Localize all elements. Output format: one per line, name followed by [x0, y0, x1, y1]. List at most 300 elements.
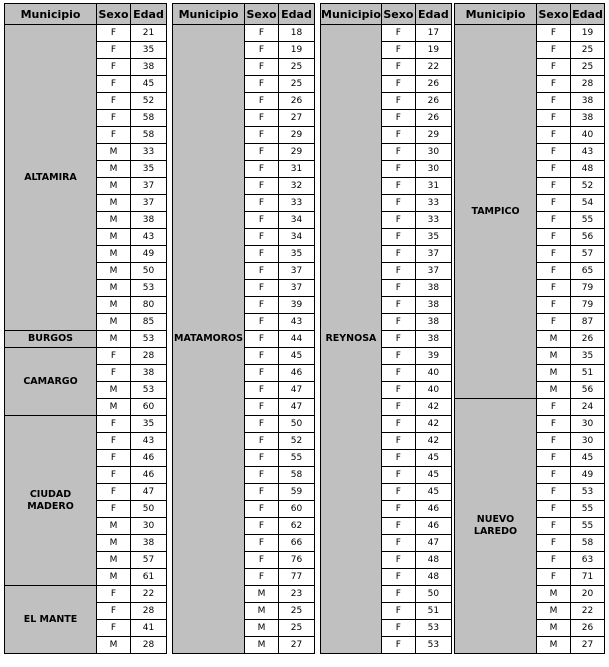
table-row: [173, 25, 315, 42]
edad-cell: 53: [131, 382, 167, 399]
header-row: [321, 4, 452, 25]
municipio-cell: CAMARGO: [5, 348, 97, 416]
sexo-cell: M: [97, 195, 131, 212]
sexo-cell: F: [381, 399, 415, 416]
edad-cell: 46: [279, 365, 315, 382]
sexo-cell: F: [245, 127, 279, 144]
edad-cell: 49: [571, 467, 605, 484]
edad-cell: 43: [131, 229, 167, 246]
municipio-cell: EL MANTE: [5, 586, 97, 654]
sexo-cell: F: [245, 25, 279, 42]
edad-cell: 25: [279, 620, 315, 637]
header-edad: Edad: [415, 4, 451, 25]
edad-cell: 35: [415, 229, 451, 246]
sexo-cell: F: [97, 416, 131, 433]
sexo-cell: M: [97, 161, 131, 178]
edad-cell: 38: [415, 280, 451, 297]
edad-cell: 26: [571, 620, 605, 637]
sexo-cell: F: [245, 416, 279, 433]
edad-cell: 58: [571, 535, 605, 552]
sexo-cell: F: [97, 59, 131, 76]
edad-cell: 26: [279, 93, 315, 110]
edad-cell: 41: [131, 620, 167, 637]
edad-cell: 22: [131, 586, 167, 603]
header-edad: Edad: [279, 4, 315, 25]
edad-cell: 28: [571, 76, 605, 93]
table-4: [454, 3, 605, 654]
edad-cell: 20: [571, 586, 605, 603]
sexo-cell: M: [97, 144, 131, 161]
edad-cell: 23: [279, 586, 315, 603]
edad-cell: 30: [571, 433, 605, 450]
edad-cell: 55: [279, 450, 315, 467]
edad-cell: 34: [279, 229, 315, 246]
edad-cell: 38: [131, 535, 167, 552]
sexo-cell: F: [245, 280, 279, 297]
edad-cell: 38: [571, 93, 605, 110]
edad-cell: 29: [279, 144, 315, 161]
edad-cell: 42: [415, 433, 451, 450]
edad-cell: 38: [131, 59, 167, 76]
edad-cell: 46: [415, 518, 451, 535]
edad-cell: 38: [571, 110, 605, 127]
header-sexo: Sexo: [97, 4, 131, 25]
edad-cell: 55: [571, 518, 605, 535]
edad-cell: 24: [571, 399, 605, 416]
sexo-cell: F: [245, 433, 279, 450]
sexo-cell: F: [537, 246, 571, 263]
sexo-cell: F: [537, 450, 571, 467]
municipio-cell: MATAMOROS: [173, 25, 245, 654]
edad-cell: 37: [279, 280, 315, 297]
sexo-cell: F: [245, 348, 279, 365]
sexo-cell: F: [537, 127, 571, 144]
sexo-cell: M: [97, 297, 131, 314]
sexo-cell: F: [245, 110, 279, 127]
sexo-cell: F: [381, 501, 415, 518]
sexo-cell: F: [97, 93, 131, 110]
header-municipio: Municipio: [5, 4, 97, 25]
sexo-cell: F: [381, 603, 415, 620]
sexo-cell: F: [537, 42, 571, 59]
edad-cell: 45: [415, 484, 451, 501]
edad-cell: 37: [415, 263, 451, 280]
sexo-cell: F: [245, 178, 279, 195]
edad-cell: 52: [131, 93, 167, 110]
header-sexo: Sexo: [381, 4, 415, 25]
edad-cell: 47: [415, 535, 451, 552]
sexo-cell: M: [537, 620, 571, 637]
sexo-cell: F: [97, 433, 131, 450]
edad-cell: 57: [131, 552, 167, 569]
sexo-cell: F: [245, 42, 279, 59]
sexo-cell: M: [537, 603, 571, 620]
edad-cell: 59: [279, 484, 315, 501]
edad-cell: 33: [279, 195, 315, 212]
sexo-cell: F: [381, 552, 415, 569]
sexo-cell: F: [381, 484, 415, 501]
sexo-cell: F: [537, 212, 571, 229]
edad-cell: 53: [131, 331, 167, 348]
municipio-cell: NUEVO LAREDO: [455, 399, 537, 654]
sexo-cell: F: [245, 501, 279, 518]
sexo-cell: F: [245, 382, 279, 399]
edad-cell: 85: [131, 314, 167, 331]
sexo-cell: M: [245, 586, 279, 603]
sexo-cell: F: [381, 263, 415, 280]
sexo-cell: M: [537, 382, 571, 399]
sexo-cell: F: [537, 433, 571, 450]
sexo-cell: F: [537, 484, 571, 501]
edad-cell: 79: [571, 297, 605, 314]
sexo-cell: F: [537, 161, 571, 178]
sexo-cell: F: [381, 280, 415, 297]
edad-cell: 56: [571, 229, 605, 246]
sexo-cell: F: [245, 229, 279, 246]
sexo-cell: M: [97, 212, 131, 229]
sexo-cell: F: [381, 433, 415, 450]
edad-cell: 43: [571, 144, 605, 161]
header-municipio: Municipio: [321, 4, 382, 25]
sexo-cell: F: [381, 416, 415, 433]
sexo-cell: F: [381, 246, 415, 263]
edad-cell: 40: [571, 127, 605, 144]
sexo-cell: F: [537, 25, 571, 42]
sexo-cell: F: [381, 110, 415, 127]
edad-cell: 28: [131, 603, 167, 620]
sexo-cell: F: [537, 144, 571, 161]
edad-cell: 55: [571, 501, 605, 518]
edad-cell: 58: [131, 110, 167, 127]
sexo-cell: F: [245, 195, 279, 212]
sexo-cell: F: [537, 93, 571, 110]
edad-cell: 53: [415, 637, 451, 654]
sexo-cell: F: [97, 501, 131, 518]
sexo-cell: F: [537, 263, 571, 280]
sexo-cell: F: [381, 144, 415, 161]
sexo-cell: F: [97, 348, 131, 365]
sexo-cell: F: [245, 212, 279, 229]
sexo-cell: F: [537, 569, 571, 586]
sexo-cell: F: [245, 552, 279, 569]
sexo-cell: F: [97, 76, 131, 93]
sexo-cell: F: [245, 263, 279, 280]
edad-cell: 58: [131, 127, 167, 144]
header-row: [5, 4, 167, 25]
edad-cell: 19: [279, 42, 315, 59]
edad-cell: 48: [571, 161, 605, 178]
edad-cell: 50: [415, 586, 451, 603]
sexo-cell: F: [537, 297, 571, 314]
edad-cell: 27: [279, 110, 315, 127]
edad-cell: 35: [571, 348, 605, 365]
edad-cell: 53: [131, 280, 167, 297]
edad-cell: 19: [415, 42, 451, 59]
sexo-cell: F: [381, 450, 415, 467]
sexo-cell: F: [97, 586, 131, 603]
sexo-cell: F: [245, 399, 279, 416]
sexo-cell: F: [97, 620, 131, 637]
edad-cell: 37: [279, 263, 315, 280]
header-municipio: Municipio: [173, 4, 245, 25]
table-3: [320, 3, 452, 654]
edad-cell: 21: [131, 25, 167, 42]
edad-cell: 56: [571, 382, 605, 399]
edad-cell: 45: [131, 76, 167, 93]
edad-cell: 30: [131, 518, 167, 535]
edad-cell: 43: [279, 314, 315, 331]
table-row: [455, 25, 605, 42]
sexo-cell: F: [381, 229, 415, 246]
edad-cell: 26: [571, 331, 605, 348]
sexo-cell: F: [381, 620, 415, 637]
edad-cell: 48: [415, 552, 451, 569]
edad-cell: 38: [415, 314, 451, 331]
sexo-cell: M: [537, 586, 571, 603]
sexo-cell: F: [245, 518, 279, 535]
sexo-cell: F: [97, 42, 131, 59]
sexo-cell: F: [537, 535, 571, 552]
edad-cell: 50: [131, 263, 167, 280]
edad-cell: 47: [131, 484, 167, 501]
sexo-cell: F: [381, 637, 415, 654]
edad-cell: 22: [415, 59, 451, 76]
sexo-cell: M: [97, 246, 131, 263]
sexo-cell: F: [245, 246, 279, 263]
table-2: [172, 3, 315, 654]
edad-cell: 25: [279, 76, 315, 93]
sexo-cell: F: [381, 586, 415, 603]
header-row: [173, 4, 315, 25]
sexo-cell: M: [537, 331, 571, 348]
sexo-cell: F: [537, 399, 571, 416]
edad-cell: 79: [571, 280, 605, 297]
sexo-cell: M: [97, 263, 131, 280]
edad-cell: 52: [571, 178, 605, 195]
sexo-cell: F: [97, 25, 131, 42]
sexo-cell: F: [537, 59, 571, 76]
edad-cell: 55: [571, 212, 605, 229]
sexo-cell: F: [381, 314, 415, 331]
edad-cell: 17: [415, 25, 451, 42]
edad-cell: 63: [571, 552, 605, 569]
edad-cell: 53: [415, 620, 451, 637]
edad-cell: 38: [131, 212, 167, 229]
edad-cell: 50: [131, 501, 167, 518]
sexo-cell: F: [381, 535, 415, 552]
sexo-cell: F: [381, 348, 415, 365]
sexo-cell: F: [97, 467, 131, 484]
sexo-cell: F: [537, 518, 571, 535]
table-row: [455, 399, 605, 416]
edad-cell: 46: [131, 467, 167, 484]
header-edad: Edad: [571, 4, 605, 25]
sexo-cell: F: [245, 59, 279, 76]
edad-cell: 33: [415, 212, 451, 229]
header-sexo: Sexo: [245, 4, 279, 25]
sexo-cell: F: [537, 314, 571, 331]
table-row: [5, 586, 167, 603]
edad-cell: 35: [279, 246, 315, 263]
edad-cell: 53: [571, 484, 605, 501]
edad-cell: 39: [279, 297, 315, 314]
edad-cell: 40: [415, 382, 451, 399]
sexo-cell: F: [537, 178, 571, 195]
edad-cell: 37: [131, 195, 167, 212]
sexo-cell: F: [97, 127, 131, 144]
edad-cell: 45: [279, 348, 315, 365]
edad-cell: 25: [571, 59, 605, 76]
edad-cell: 71: [571, 569, 605, 586]
municipio-cell: CIUDAD MADERO: [5, 416, 97, 586]
sexo-cell: F: [381, 161, 415, 178]
edad-cell: 42: [415, 416, 451, 433]
edad-cell: 26: [415, 110, 451, 127]
sexo-cell: F: [381, 297, 415, 314]
edad-cell: 45: [571, 450, 605, 467]
edad-cell: 27: [279, 637, 315, 654]
sexo-cell: F: [97, 365, 131, 382]
municipio-cell: BURGOS: [5, 331, 97, 348]
edad-cell: 77: [279, 569, 315, 586]
edad-cell: 57: [571, 246, 605, 263]
municipio-cell: ALTAMIRA: [5, 25, 97, 331]
edad-cell: 50: [279, 416, 315, 433]
edad-cell: 45: [415, 467, 451, 484]
sexo-cell: F: [537, 280, 571, 297]
table-row: [5, 348, 167, 365]
sexo-cell: F: [537, 467, 571, 484]
edad-cell: 45: [415, 450, 451, 467]
sexo-cell: F: [381, 127, 415, 144]
sexo-cell: F: [245, 76, 279, 93]
edad-cell: 46: [415, 501, 451, 518]
sexo-cell: F: [381, 42, 415, 59]
sexo-cell: M: [97, 552, 131, 569]
sexo-cell: M: [245, 603, 279, 620]
edad-cell: 40: [415, 365, 451, 382]
sexo-cell: F: [245, 365, 279, 382]
edad-cell: 35: [131, 42, 167, 59]
sexo-cell: F: [381, 569, 415, 586]
sexo-cell: M: [97, 331, 131, 348]
sexo-cell: F: [537, 76, 571, 93]
header-municipio: Municipio: [455, 4, 537, 25]
sexo-cell: F: [537, 195, 571, 212]
edad-cell: 26: [415, 76, 451, 93]
table-row: [5, 416, 167, 433]
sexo-cell: F: [245, 467, 279, 484]
edad-cell: 25: [279, 59, 315, 76]
sexo-cell: F: [537, 552, 571, 569]
edad-cell: 28: [131, 637, 167, 654]
edad-cell: 29: [415, 127, 451, 144]
table-row: [5, 25, 167, 42]
sexo-cell: F: [537, 501, 571, 518]
sexo-cell: M: [97, 637, 131, 654]
sexo-cell: M: [97, 518, 131, 535]
edad-cell: 38: [131, 365, 167, 382]
edad-cell: 35: [131, 416, 167, 433]
edad-cell: 30: [415, 144, 451, 161]
sexo-cell: M: [245, 637, 279, 654]
edad-cell: 33: [415, 195, 451, 212]
sexo-cell: M: [537, 637, 571, 654]
sexo-cell: F: [245, 297, 279, 314]
header-row: [455, 4, 605, 25]
edad-cell: 52: [279, 433, 315, 450]
sexo-cell: M: [97, 382, 131, 399]
edad-cell: 33: [131, 144, 167, 161]
sexo-cell: M: [97, 399, 131, 416]
sexo-cell: F: [537, 416, 571, 433]
edad-cell: 58: [279, 467, 315, 484]
edad-cell: 19: [571, 25, 605, 42]
sexo-cell: F: [245, 144, 279, 161]
sexo-cell: F: [245, 314, 279, 331]
sexo-cell: F: [97, 110, 131, 127]
edad-cell: 38: [415, 297, 451, 314]
sexo-cell: M: [97, 314, 131, 331]
edad-cell: 39: [415, 348, 451, 365]
edad-cell: 80: [131, 297, 167, 314]
edad-cell: 31: [279, 161, 315, 178]
sexo-cell: F: [381, 59, 415, 76]
sexo-cell: F: [97, 484, 131, 501]
edad-cell: 62: [279, 518, 315, 535]
sexo-cell: F: [97, 603, 131, 620]
sexo-cell: F: [381, 467, 415, 484]
edad-cell: 18: [279, 25, 315, 42]
edad-cell: 27: [571, 637, 605, 654]
edad-cell: 60: [279, 501, 315, 518]
sexo-cell: F: [245, 450, 279, 467]
edad-cell: 25: [571, 42, 605, 59]
edad-cell: 51: [571, 365, 605, 382]
municipio-cell: TAMPICO: [455, 25, 537, 399]
edad-cell: 60: [131, 399, 167, 416]
edad-cell: 65: [571, 263, 605, 280]
edad-cell: 34: [279, 212, 315, 229]
header-sexo: Sexo: [537, 4, 571, 25]
table-row: [5, 331, 167, 348]
sexo-cell: F: [381, 382, 415, 399]
edad-cell: 61: [131, 569, 167, 586]
header-edad: Edad: [131, 4, 167, 25]
sexo-cell: F: [381, 331, 415, 348]
edad-cell: 28: [131, 348, 167, 365]
sexo-cell: M: [97, 280, 131, 297]
sexo-cell: F: [381, 25, 415, 42]
sexo-cell: M: [97, 569, 131, 586]
sexo-cell: F: [537, 229, 571, 246]
sexo-cell: M: [97, 535, 131, 552]
edad-cell: 38: [415, 331, 451, 348]
edad-cell: 76: [279, 552, 315, 569]
edad-cell: 42: [415, 399, 451, 416]
edad-cell: 32: [279, 178, 315, 195]
edad-cell: 37: [415, 246, 451, 263]
edad-cell: 30: [571, 416, 605, 433]
sexo-cell: F: [381, 212, 415, 229]
edad-cell: 37: [131, 178, 167, 195]
sexo-cell: F: [245, 161, 279, 178]
edad-cell: 47: [279, 382, 315, 399]
edad-cell: 48: [415, 569, 451, 586]
table-row: [321, 25, 452, 42]
sexo-cell: M: [537, 365, 571, 382]
edad-cell: 25: [279, 603, 315, 620]
